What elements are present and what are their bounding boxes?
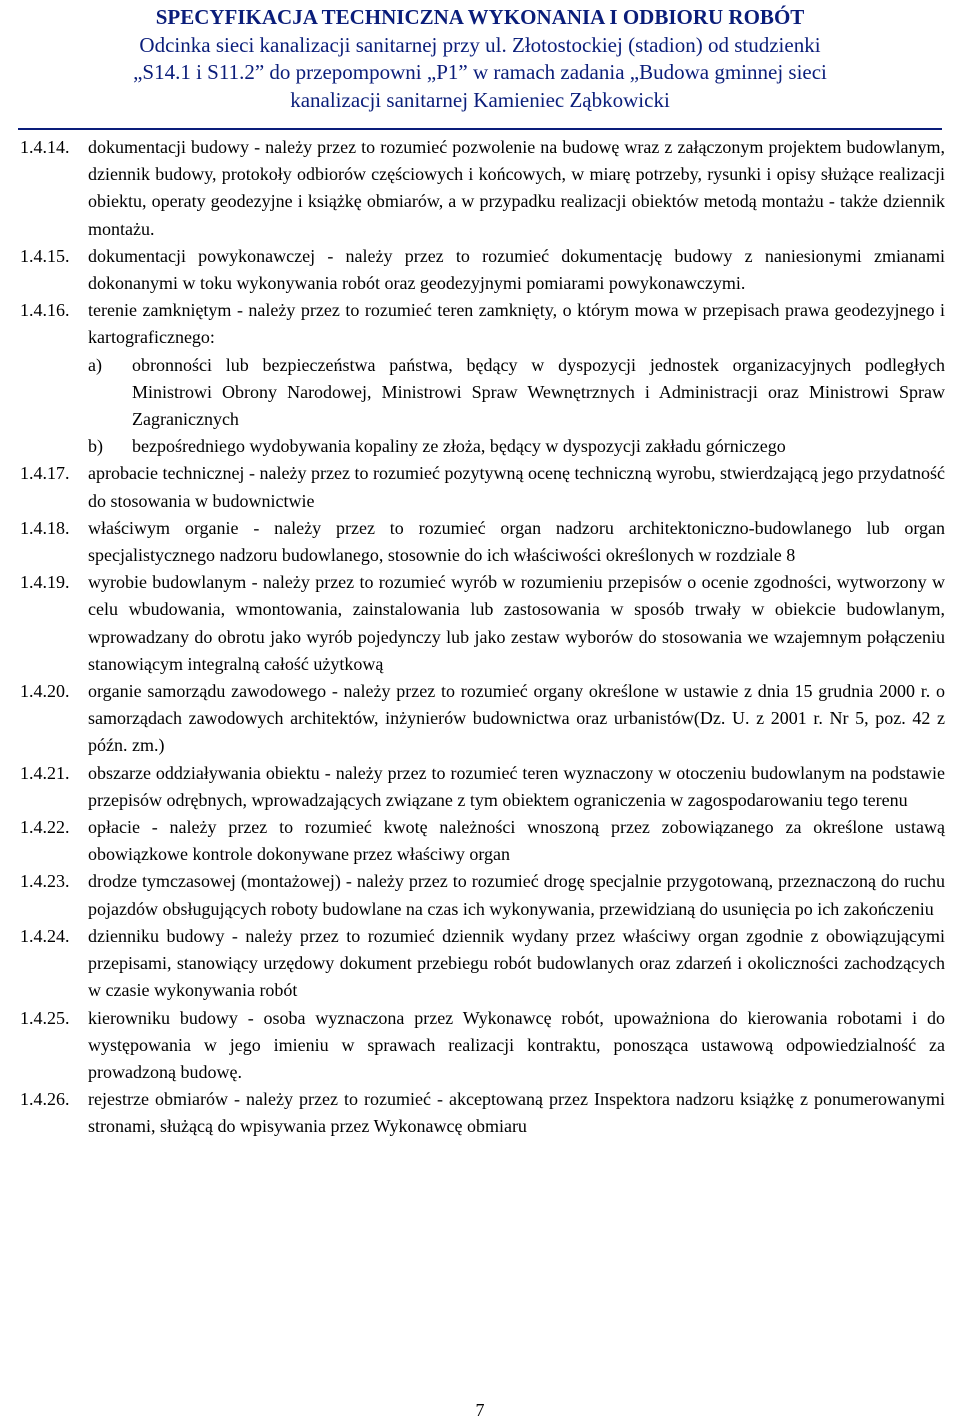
definition-subitem — [88, 433, 945, 460]
definition-number: 1.4.16. — [20, 300, 70, 321]
subitem-letter: a) — [88, 354, 102, 375]
definition-text: dzienniku budowy - należy przez to rozumieć dziennik wydany przez właściwy organ zgodnie z obowiązującymi przepisami, stanowiący urzędowy dokument przebiegu robót budowlanych oraz zdarzeń i okoliczności zachodzących w czasie wykonywania robót — [88, 925, 945, 1001]
subitem-letter: b) — [88, 436, 103, 457]
definition-item — [20, 1086, 945, 1140]
definition-text: aprobacie technicznej - należy przez to rozumieć pozytywną ocenę techniczną wyrobu, stwierdzającą jego przydatność do stosowania w budownictwie — [88, 463, 945, 511]
definition-number: 1.4.23. — [20, 871, 70, 892]
definition-text: właściwym organie - należy przez to rozumieć organ nadzoru architektoniczno-budowlanego lub organ specjalistycznego nadzoru budowlanego, stosownie do ich właściwości określonych w rozdziale 8 — [88, 517, 945, 566]
definition-item — [20, 1005, 945, 1087]
subitem-text: obronności lub bezpieczeństwa państwa, będący w dyspozycji jednostek organizacyjnych podległych Ministrowi Obrony Narodowej, Ministrowi Spraw Wewnętrznych i Administracji oraz Ministrowi Spraw Zagranicznych — [132, 354, 945, 430]
definition-text: rejestrze obmiarów - należy przez to rozumieć - akceptowaną przez Inspektora nadzoru książkę z ponumerowanymi stronami, służącą do wpisywania przez Wykonawcę obmiaru — [88, 1089, 945, 1137]
definition-item — [20, 460, 945, 514]
definition-item — [20, 569, 945, 678]
definition-subitem — [88, 352, 945, 434]
definition-text: dokumentacji powykonawczej - należy przez to rozumieć dokumentację budowy z naniesionymi zmianami dokonanymi w toku wykonywania robót oraz geodezyjnymi pomiarami powykonawczymi. — [88, 245, 945, 294]
definition-number: 1.4.14. — [20, 137, 70, 157]
definition-item — [20, 923, 945, 1005]
definition-item — [20, 678, 945, 760]
definition-text: organie samorządu zawodowego - należy przez to rozumieć organy określone w ustawie z dnia 15 grudnia 2000 r. o samorządach zawodowych architektów, inżynierów budownictwa oraz urbanistów(Dz. U. z 2001 r. Nr 5, poz. 42 z późn. zm.) — [88, 681, 945, 756]
definition-item — [20, 868, 945, 922]
definition-text: wyrobie budowlanym - należy przez to rozumieć wyrób w rozumieniu przepisów o ocenie zgodności, wytworzony w celu wbudowania, wmontowania, zainstalowania lub zastosowania w sposób trwały w obiekcie budowlanym, wprowadzany do obrotu jako wyrób pojedynczy lub jako zestaw wyborów do stosowania we wzajemnym połączeniu stanowiącym integralną całość użytkową — [88, 572, 945, 674]
definition-number: 1.4.26. — [20, 1089, 70, 1110]
definition-item — [20, 760, 945, 814]
page-number: 7 — [475, 1400, 485, 1420]
definition-item — [20, 134, 945, 243]
definition-text: dokumentacji budowy - należy przez to rozumieć pozwolenie na budowę wraz z załączonym projektem budowlanym, dziennik budowy, protokoły odbiorów częściowych i końcowych, w miarę potrzeby, rysunki i opisy służące realizacji obiektu, operaty geodezyjne i książkę obmiarów, a w przypadku realizacji obiektów metodą montażu - także dziennik montażu. — [88, 137, 945, 239]
definition-text: kierowniku budowy - osoba wyznaczona przez Wykonawcę robót, upoważniona do kierowania robotami i do występowania w jego imieniu w sprawach realizacji kontraktu, ponosząca ustawową odpowiedzialność za prowadzoną budowę. — [88, 1007, 945, 1082]
definition-text: drodze tymczasowej (montażowej) - należy przez to rozumieć drogę specjalnie przygotowaną, przeznaczoną do ruchu pojazdów obsługujących roboty budowlane na czas ich wykonywania, przewidzianą do usunięcia po ich zakończeniu — [88, 871, 945, 919]
document-header — [20, 4, 940, 114]
definition-number: 1.4.21. — [20, 762, 70, 783]
definition-text: opłacie - należy przez to rozumieć kwotę należności wnoszoną przez zobowiązanego za określone ustawą obowiązkowe kontrole dokonywane przez właściwy organ — [88, 817, 945, 865]
definition-number: 1.4.19. — [20, 572, 70, 593]
definition-number: 1.4.18. — [20, 517, 70, 538]
header-title: SPECYFIKACJA TECHNICZNA WYKONANIA I ODBIORU ROBÓT — [155, 5, 805, 29]
subitem-text: bezpośredniego wydobywania kopaliny ze złoża, będący w dyspozycji zakładu górniczego — [132, 436, 786, 457]
header-subtitle-line-1: Odcinka sieci kanalizacji sanitarnej przy ul. Złotostockiej (stadion) od studzienki — [139, 32, 821, 57]
definition-number: 1.4.17. — [20, 463, 70, 484]
definition-number: 1.4.22. — [20, 817, 70, 838]
definition-item — [20, 243, 945, 297]
definition-text: obszarze oddziaływania obiektu - należy przez to rozumieć teren wyznaczony w otoczeniu budowlanym na podstawie przepisów odrębnych, wprowadzających związane z tym obiektem ograniczenia w zagospodarowaniu tego terenu — [88, 762, 945, 810]
definition-item — [20, 515, 945, 569]
header-divider — [18, 128, 942, 130]
header-subtitle-line-2: „S14.1 i S11.2” do przepompowni „P1” w ramach zadania „Budowa gminnej sieci — [133, 60, 827, 84]
definition-number: 1.4.20. — [20, 681, 70, 702]
definition-number: 1.4.24. — [20, 925, 70, 946]
definition-item — [20, 297, 945, 351]
definition-number: 1.4.25. — [20, 1007, 70, 1028]
header-subtitle-line-3: kanalizacji sanitarnej Kamieniec Ząbkowicki — [290, 87, 670, 112]
definition-text: terenie zamkniętym - należy przez to rozumieć teren zamknięty, o którym mowa w przepisach prawa geodezyjnego i kartograficznego: — [88, 300, 945, 348]
definitions-list — [20, 134, 945, 1141]
definition-number: 1.4.15. — [20, 245, 70, 266]
definition-item — [20, 814, 945, 868]
